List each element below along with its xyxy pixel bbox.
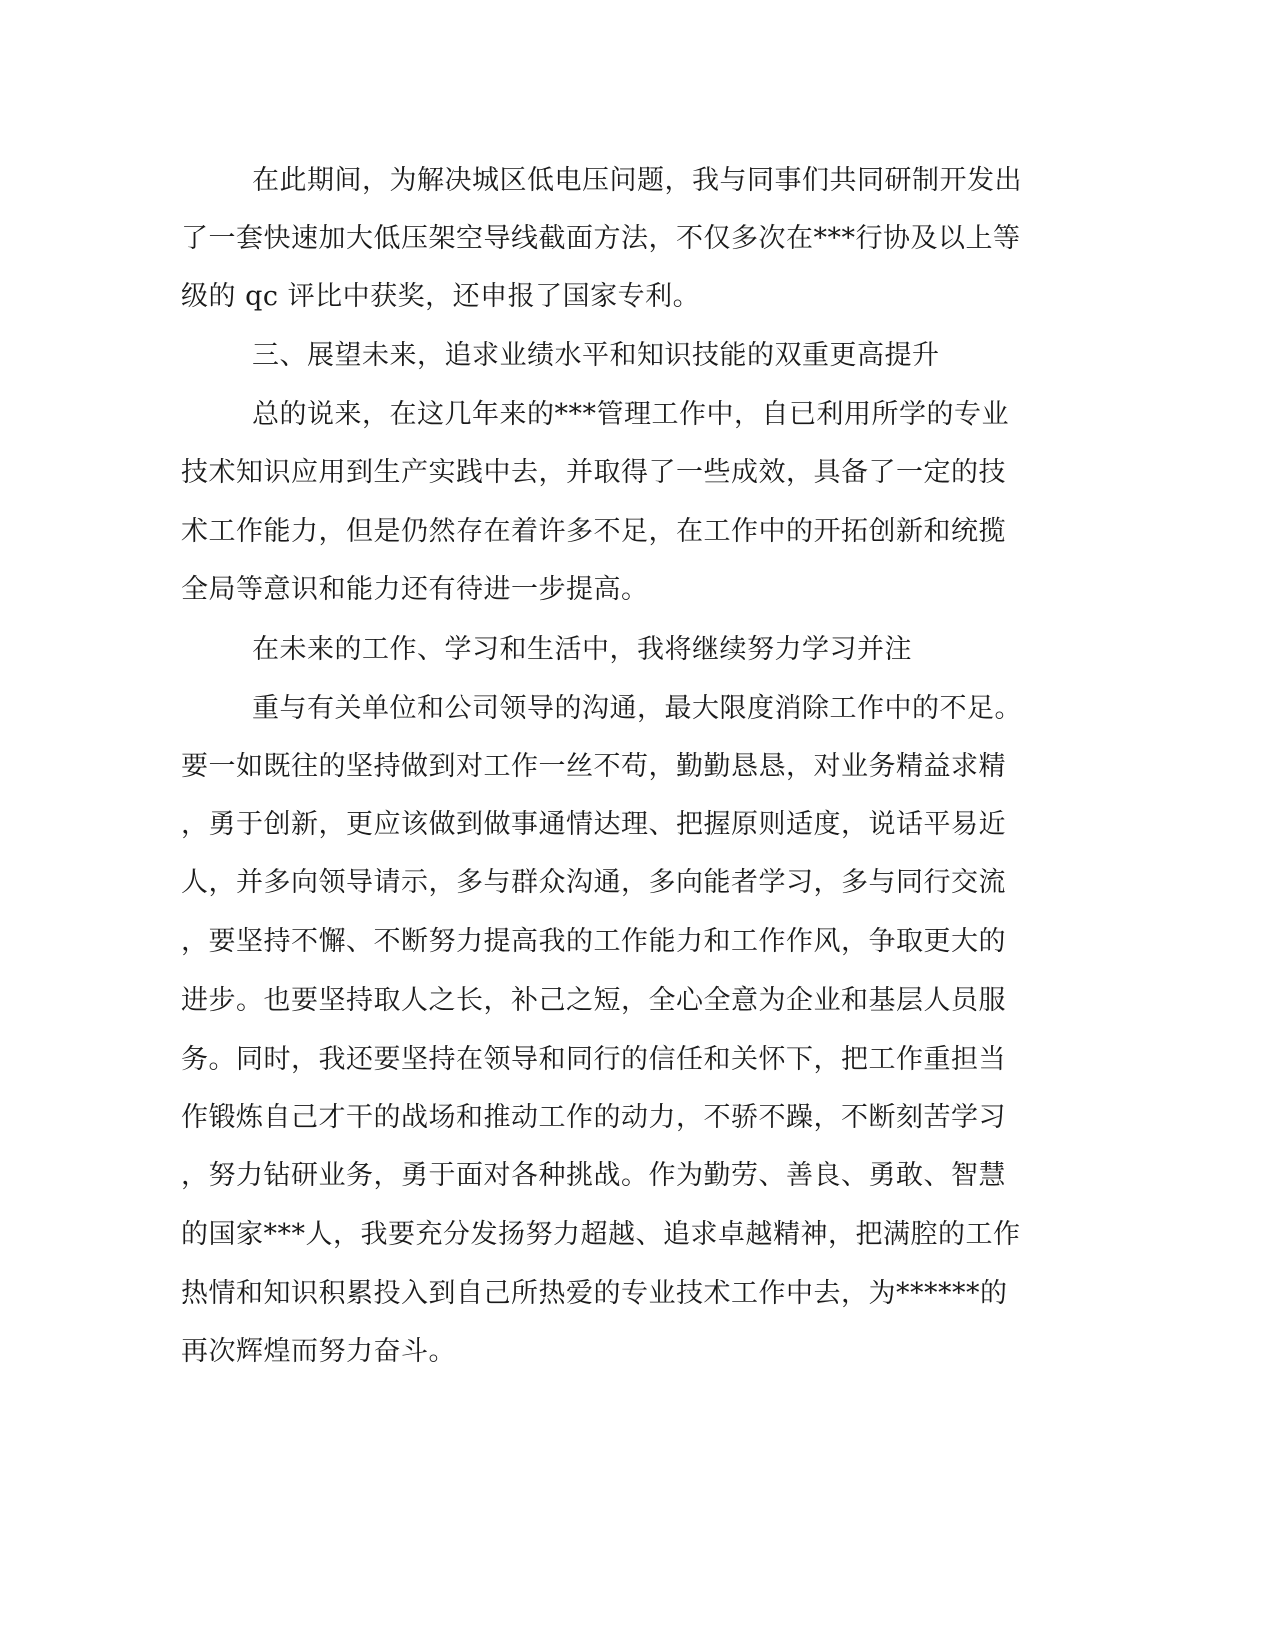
text-line: 了一套快速加大低压架空导线截面方法，不仅多次在***行协及以上等 bbox=[181, 223, 1021, 254]
text-line: 要一如既往的坚持做到对工作一丝不苟，勤勤恳恳，对业务精益求精 bbox=[181, 751, 1006, 782]
text-line: 在未来的工作、学习和生活中，我将继续努力学习并注 bbox=[252, 634, 912, 665]
text-line: 务。同时，我还要坚持在领导和同行的信任和关怀下，把工作重担当 bbox=[181, 1044, 1006, 1075]
section-heading: 三、展望未来，追求业绩水平和知识技能的双重更高提升 bbox=[252, 340, 940, 371]
text-line: 热情和知识积累投入到自己所热爱的专业技术工作中去，为******的 bbox=[181, 1278, 1008, 1309]
text-line: 总的说来，在这几年来的***管理工作中，自已利用所学的专业 bbox=[252, 399, 1009, 430]
text-line: 全局等意识和能力还有待进一步提高。 bbox=[181, 574, 649, 605]
text-line: 再次辉煌而努力奋斗。 bbox=[181, 1336, 456, 1367]
text-line: 进步。也要坚持取人之长，补己之短，全心全意为企业和基层人员服 bbox=[181, 985, 1006, 1016]
text-line: 重与有关单位和公司领导的沟通，最大限度消除工作中的不足。 bbox=[252, 693, 1022, 724]
text-line: 的国家***人，我要充分发扬努力超越、追求卓越精神，把满腔的工作 bbox=[181, 1219, 1021, 1250]
text-line: 作锻炼自己才干的战场和推动工作的动力，不骄不躁，不断刻苦学习 bbox=[181, 1102, 1006, 1133]
text-line: 术工作能力，但是仍然存在着许多不足，在工作中的开拓创新和统揽 bbox=[181, 516, 1006, 547]
text-line: 技术知识应用到生产实践中去，并取得了一些成效，具备了一定的技 bbox=[181, 457, 1006, 488]
text-line: 人，并多向领导请示，多与群众沟通，多向能者学习，多与同行交流 bbox=[181, 867, 1006, 898]
text-line: ，要坚持不懈、不断努力提高我的工作能力和工作作风，争取更大的 bbox=[181, 926, 1006, 957]
text-line: 级的 qc 评比中获奖，还申报了国家专利。 bbox=[181, 281, 701, 312]
text-line: 在此期间，为解决城区低电压问题，我与同事们共同研制开发出 bbox=[252, 165, 1022, 196]
text-line: ，勇于创新，更应该做到做事通情达理、把握原则适度，说话平易近 bbox=[181, 809, 1006, 840]
text-line: ，努力钻研业务，勇于面对各种挑战。作为勤劳、善良、勇敢、智慧 bbox=[181, 1160, 1006, 1191]
